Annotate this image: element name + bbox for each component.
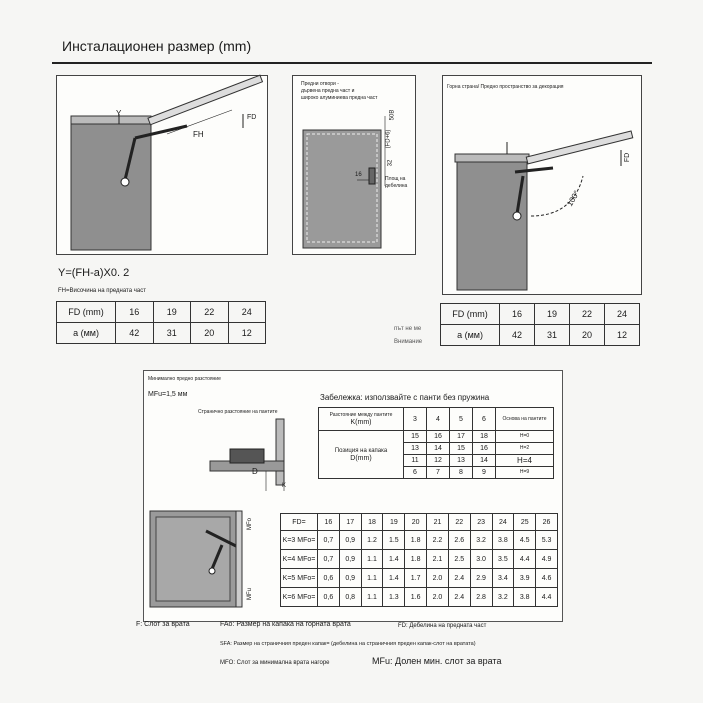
table-row [281,531,558,550]
table-cell: 14 [427,443,450,455]
footnote-fd: FD: Дебелина на предната част [398,623,487,629]
table-cell: 5 [450,408,473,431]
table-cell: 26 [536,514,558,531]
table-cell: FD (mm) [441,304,500,325]
table-cell: Основа на пантите [496,408,554,431]
table-cell: 0,6 [318,588,340,607]
title-underline [52,62,652,64]
table-cell: 42 [116,323,154,344]
table-cell: H=0 [496,431,554,443]
table-cell: 8 [450,467,473,479]
thickness-note [385,176,407,190]
table-cell: 2.0 [427,569,449,588]
table-row [441,304,640,325]
table-cell: 11 [404,455,427,467]
dim-fd6: (FD+6) [385,129,392,149]
table-cell: 6 [404,467,427,479]
table-row [281,588,558,607]
note-line: дебелина [385,183,408,189]
table-cell: K=4 MFo= [281,550,318,569]
table-cell: 0,6 [318,569,340,588]
panel-front-openings [292,75,416,255]
dim-fd-label: FD [624,152,632,163]
footnote-mfu: MFu: Долен мин. слот за врата [372,656,502,666]
table-cell: 19 [535,304,570,325]
table-cell: 3.8 [514,588,536,607]
table-cell: 3 [404,408,427,431]
table-cell: 24 [492,514,514,531]
table-cell: 4.4 [514,550,536,569]
table-cell: 3.5 [492,550,514,569]
table-cell: 12 [605,325,640,346]
position-label: Позиция на капака [334,448,388,454]
dim-16: 16 [355,172,362,178]
table-cell: 2.5 [448,550,470,569]
table-cell: 2.9 [470,569,492,588]
table-row [441,325,640,346]
table-cell: 16 [473,443,496,455]
table-cell: 16 [318,514,340,531]
table-cell: 16 [500,304,535,325]
footnote-fa: FAo: Размер на капака на горната врата [220,621,351,628]
table-cell: 15 [450,443,473,455]
table-cell: 24 [605,304,640,325]
table-cell: 3.0 [470,550,492,569]
table-cell: 22 [448,514,470,531]
table-cell: 22 [570,304,605,325]
table-cell: 1.2 [361,531,383,550]
table-row [281,550,558,569]
table-cell: 42 [500,325,535,346]
note-line: Предни отвори - [301,81,339,87]
lower-section [143,370,563,622]
cut-text-1: път не ме [394,326,422,332]
table-cell: 1.7 [405,569,427,588]
spring-note: Забележка: използвайте с панти без пружина [320,393,490,402]
table-cell: FD= [281,514,318,531]
table-cell: 0,9 [339,569,361,588]
table-cell: 3.2 [492,588,514,607]
table-cell: 1.6 [405,588,427,607]
dim-fh-label: FH [193,130,204,139]
table-cell: 0,7 [318,550,340,569]
table-row [57,302,266,323]
diagram-frame-1 [56,75,268,255]
lift-mechanism-diagram [57,76,267,254]
note-line: Площ на [385,176,406,182]
table-cell: 31 [153,323,191,344]
table-cell: 17 [339,514,361,531]
angle-label: 100° [565,189,582,208]
dim-mfu-label: MFu [247,588,253,600]
table-cell: 7 [427,467,450,479]
table-cell: 13 [404,443,427,455]
table-row [319,408,554,431]
table-row [281,569,558,588]
table-cell: 24 [228,302,266,323]
table-cell: 3.2 [470,531,492,550]
footnote-f: F: Слот за врата [136,621,190,628]
table-cell: 3.4 [492,569,514,588]
note-line: дървена предна част и [301,88,355,94]
table-cell: 18 [361,514,383,531]
table-cell: H=9 [496,467,554,479]
table-cell: 17 [450,431,473,443]
table-cell: FD (mm) [57,302,116,323]
diagram-frame-3 [442,75,642,295]
cut-text-2: Внимание [394,339,423,345]
table-cell: 1.4 [383,550,405,569]
table-cell: 1.5 [383,531,405,550]
fd-a-table-1 [56,301,266,344]
table-cell: a (мм) [441,325,500,346]
table-cell: 4.4 [536,588,558,607]
table-cell: 0,9 [339,531,361,550]
position-label-cell [319,431,404,479]
table-cell: 2.6 [448,531,470,550]
table-cell: 2.2 [427,531,449,550]
table-cell: 1.4 [383,569,405,588]
table-cell: 3.9 [514,569,536,588]
dim-50b: 50B [389,109,396,121]
table-cell: 14 [473,455,496,467]
dim-k-label: K [282,483,287,489]
table-cell: 2.8 [470,588,492,607]
table-cell: K=5 MFo= [281,569,318,588]
table-cell: 4.9 [536,550,558,569]
table-cell: 2.4 [448,569,470,588]
table-cell: 1.8 [405,531,427,550]
note-line: широко алуминиева предна част [301,95,378,101]
table-cell: 2.4 [448,588,470,607]
dim-d-label: D [252,467,258,476]
table-cell: 20 [405,514,427,531]
table-cell: H=4 [496,455,554,467]
table-cell: 0,9 [339,550,361,569]
mfu-value: MFu=1,5 мм [148,391,188,398]
table-cell: 20 [191,323,229,344]
table-cell: 2.0 [427,588,449,607]
dim-32: 32 [387,159,394,167]
k-header-cell [319,408,404,431]
table-row [319,431,554,443]
side-gap-caption: Страничнo разстояние на пантите [198,409,278,415]
k-distance-table [318,407,554,479]
k-header-unit: K(mm) [350,419,372,426]
dim-mfo-label: MFo [247,518,253,530]
table-cell: a (мм) [57,323,116,344]
table-cell: 19 [383,514,405,531]
table-cell: 20 [570,325,605,346]
dim-fd-label: FD [247,114,257,121]
footnote-sfa: SFA: Размер на страничния преден капак= (дебелина на страничния преден капак-слот на вратата) [220,641,476,647]
table-cell: 1.8 [405,550,427,569]
dim-y-label: Y [116,109,122,118]
table-cell: 15 [404,431,427,443]
table-row [57,323,266,344]
table-cell: 12 [427,455,450,467]
table-cell: 9 [473,467,496,479]
table-cell: 4 [427,408,450,431]
top-clearance-diagram [443,76,641,294]
position-unit: D(mm) [350,455,372,462]
mfo-cabinet-diagram [148,511,258,611]
table-cell: 1.1 [361,569,383,588]
table-cell: 23 [470,514,492,531]
mfo-table [280,513,558,607]
drilling-diagram [293,76,415,254]
fd-a-table-3 [440,303,640,346]
table-cell: 1.3 [383,588,405,607]
table-cell: 22 [191,302,229,323]
fh-legend: FH=Височина на предната част [58,288,146,294]
min-front-caption: Минимално предно разстояние [148,376,221,382]
table-cell: 6 [473,408,496,431]
table-cell: 16 [427,431,450,443]
table-cell: K=6 MFo= [281,588,318,607]
table-cell: 18 [473,431,496,443]
footnote-mfo: MFO: Слот за минимална врата нагоре [220,660,330,666]
table-cell: 25 [514,514,536,531]
table-cell: 16 [116,302,154,323]
table-cell: 0,8 [339,588,361,607]
table-cell: H=2 [496,443,554,455]
table-cell: 19 [153,302,191,323]
page-title: Инсталационен размер (mm) [62,38,252,54]
table-row [281,514,558,531]
table-cell: 31 [535,325,570,346]
table-cell: 4.5 [514,531,536,550]
table-cell: K=3 MFo= [281,531,318,550]
table-cell: 1.1 [361,588,383,607]
table-cell: 21 [427,514,449,531]
hinge-side-diagram [206,419,302,491]
k-header-text: Разстояние между пантите [329,412,393,418]
formula: Y=(FH-a)X0. 2 [58,267,130,279]
table-cell: 4.6 [536,569,558,588]
table-cell: 0,7 [318,531,340,550]
table-cell: 1.1 [361,550,383,569]
top-side-header: Горна страна/ Предно пространство за декорация [447,84,564,90]
panel-hinge-lift [52,75,270,355]
table-cell: 3.8 [492,531,514,550]
table-cell: 13 [450,455,473,467]
table-cell: 5.3 [536,531,558,550]
table-cell: 12 [228,323,266,344]
table-cell: 2.1 [427,550,449,569]
